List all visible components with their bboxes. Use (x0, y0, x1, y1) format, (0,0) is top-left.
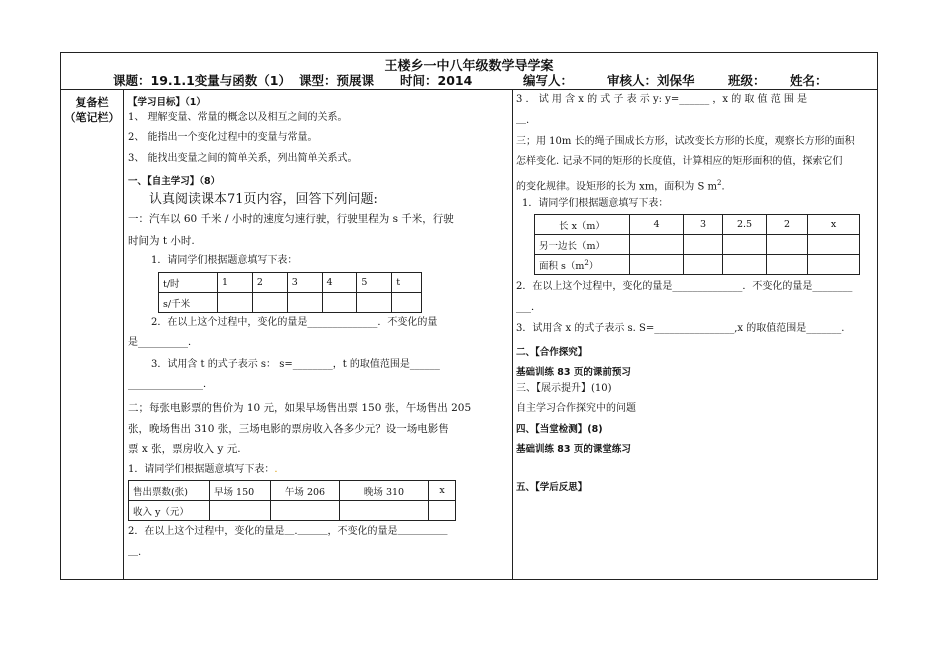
table-row-label (535, 255, 630, 275)
table-input-cell[interactable] (684, 255, 723, 275)
lesson-type-label: 课型：预展课 (299, 73, 375, 88)
table-input-cell[interactable] (723, 235, 767, 255)
table-header-cell: 5 (357, 273, 392, 293)
goal-item-1: 1、 理解变量、常量的概念以及相互之间的关系。 (128, 112, 348, 123)
table-input-cell[interactable] (340, 501, 429, 521)
question-5-line-1: 2．在以上这个过程中，变化的量是＿.＿＿＿，不变化的量是＿＿＿＿＿ (128, 526, 448, 537)
question-8: 3．试用含 x 的式子表示 s. S=________________,x 的取值范围是_______. (516, 323, 845, 334)
table-header-cell: 长 x（m） (535, 215, 630, 235)
goal-item-3: 3、 能找出变量之间的简单关系，列出简单关系式。 (128, 153, 358, 164)
sidebar-divider (123, 89, 124, 580)
table-input-cell[interactable] (287, 293, 322, 313)
table-header-cell: x (429, 481, 456, 501)
topic-label: 课题：19.1.1变量与函数（1） (113, 73, 291, 88)
table-row-label: 另一边长（m） (535, 235, 630, 255)
header-divider (60, 89, 878, 90)
right-question-3-line-1: 3 ． 试 用 含 x 的 式 子 表 示 y: y=______ ，x 的 取 值 范 围 是 (516, 94, 808, 105)
section-2-text: 基础训练 83 页的课前预习 (516, 367, 631, 378)
sidebar-label-notes: （笔记栏） (64, 111, 120, 124)
section-3-title: 三、【展示提升】(10) (516, 383, 612, 394)
table-ticket-revenue (128, 480, 456, 521)
table-input-cell[interactable] (723, 255, 767, 275)
table-header-cell: 1 (218, 273, 253, 293)
table-input-cell[interactable] (252, 293, 287, 313)
table-input-cell[interactable] (392, 293, 422, 313)
question-2-line-2: 是__________． (128, 337, 198, 348)
problem-2-line-2: 张，晚场售出 310 张，三场电影的票房收入各多少元？设一场电影售 (128, 423, 449, 435)
table-header-cell: x (808, 215, 860, 235)
table-input-cell[interactable] (210, 501, 271, 521)
name-label: 姓名： (790, 73, 828, 88)
table-input-cell[interactable] (767, 255, 808, 275)
table-input-cell[interactable] (767, 235, 808, 255)
author-label: 编写人： (523, 73, 574, 88)
table-row (159, 273, 422, 293)
question-7-line-2: ___． (516, 302, 541, 313)
table-input-cell[interactable] (357, 293, 392, 313)
table-input-cell[interactable] (630, 235, 684, 255)
section-4-text: 基础训练 83 页的课堂练习 (516, 444, 631, 455)
question-2-line-1: 2．在以上这个过程中，变化的量是______________．不变化的量 (151, 317, 438, 328)
table-header-cell: 售出票数(张) (129, 481, 210, 501)
table-row-label: 收入 y（元） (129, 501, 210, 521)
area-label-tail: ） (588, 260, 599, 272)
question-4-text: 1．请同学们根据题意填写下表： (128, 464, 275, 475)
question-6-prompt: 1．请同学们根据题意填写下表： (522, 198, 669, 209)
question-7-line-1: 2．在以上这个过程中，变化的量是______________．不变化的量是________ (516, 281, 853, 292)
table-header-cell: 2.5 (723, 215, 767, 235)
area-label: 面积 s（m (539, 260, 585, 272)
question-4-dot: . (274, 464, 278, 475)
sidebar-label-review: 复备栏 (75, 96, 109, 109)
problem-1-line-1: 一：汽车以 60 千米 / 小时的速度匀速行驶，行驶里程为 s 千米，行驶 (128, 213, 454, 225)
section-2-title: 二、【合作探究】 (516, 347, 588, 358)
superscript: 2 (584, 258, 589, 267)
self-study-title: 一、【自主学习】（8） (128, 176, 221, 187)
read-instruction: 认真阅读课本71页内容，回答下列问题: (149, 192, 378, 207)
reviewer-label: 审核人：刘保华 (607, 73, 695, 88)
problem-3-tail: ． (721, 181, 732, 193)
class-label: 班级： (728, 73, 766, 88)
table-header-cell: 4 (322, 273, 357, 293)
table-row (129, 501, 456, 521)
table-row-label: s/千米 (159, 293, 218, 313)
problem-3-text: 的变化规律。设矩形的长为 xm，面积为 S m (516, 181, 717, 193)
table-input-cell[interactable] (218, 293, 253, 313)
table-header-cell: t (392, 273, 422, 293)
table-header-cell: 3 (287, 273, 322, 293)
table-header-cell: 4 (630, 215, 684, 235)
question-3-line-2: _______________． (128, 379, 213, 390)
section-5-title: 五、【学后反思】 (516, 482, 588, 493)
problem-3-line-2: 怎样变化. 记录不同的矩形的长度值，计算相应的矩形面积的值，探索它们 (516, 156, 843, 167)
right-question-3-line-2: ＿. (516, 115, 530, 126)
section-3-text: 自主学习合作探究中的问题 (516, 403, 636, 414)
table-header-cell: 2 (252, 273, 287, 293)
table-header-cell: 早场 150 (210, 481, 271, 501)
table-input-cell[interactable] (808, 235, 860, 255)
question-4-prompt (128, 463, 278, 477)
question-1-prompt: 1．请同学们根据题意填写下表： (151, 255, 298, 266)
table-header-cell: 3 (684, 215, 723, 235)
question-3-line-1: 3．试用含 t 的式子表示 s： s=________，t 的取值范围是______ (151, 359, 440, 370)
table-header-cell: 晚场 310 (340, 481, 429, 501)
problem-3-line-1: 三；用 10m 长的绳子围成长方形，试改变长方形的长度，观察长方形的面积 (516, 136, 855, 147)
column-divider (512, 89, 513, 580)
table-input-cell[interactable] (322, 293, 357, 313)
goals-title: 【学习目标】（1） (128, 97, 206, 108)
table-header-cell: 午场 206 (271, 481, 340, 501)
table-time-distance (158, 272, 422, 313)
section-4-title: 四、【当堂检测】(8) (516, 424, 603, 435)
table-input-cell[interactable] (630, 255, 684, 275)
superscript: 2 (717, 179, 722, 187)
table-row (535, 255, 860, 275)
goal-item-2: 2、 能指出一个变化过程中的变量与常量。 (128, 132, 318, 143)
table-input-cell[interactable] (271, 501, 340, 521)
table-header-cell: t/时 (159, 273, 218, 293)
table-row (129, 481, 456, 501)
problem-2-line-3: 票 x 张，票房收入 y 元. (128, 443, 241, 455)
table-header-cell: 2 (767, 215, 808, 235)
table-rectangle (534, 214, 860, 275)
table-input-cell[interactable] (808, 255, 860, 275)
table-input-cell[interactable] (429, 501, 456, 521)
problem-2-line-1: 二；每张电影票的售价为 10 元，如果早场售出票 150 张，午场售出 205 (128, 402, 472, 414)
table-row (535, 215, 860, 235)
page-title: 王楼乡一中八年级数学导学案 (384, 59, 554, 74)
table-row (159, 293, 422, 313)
table-row (535, 235, 860, 255)
time-label: 时间：2014 (400, 73, 473, 88)
table-input-cell[interactable] (684, 235, 723, 255)
problem-3-line-3 (516, 176, 731, 194)
problem-1-line-2: 时间为 t 小时. (128, 235, 195, 247)
question-5-line-2: ＿. (128, 547, 142, 558)
